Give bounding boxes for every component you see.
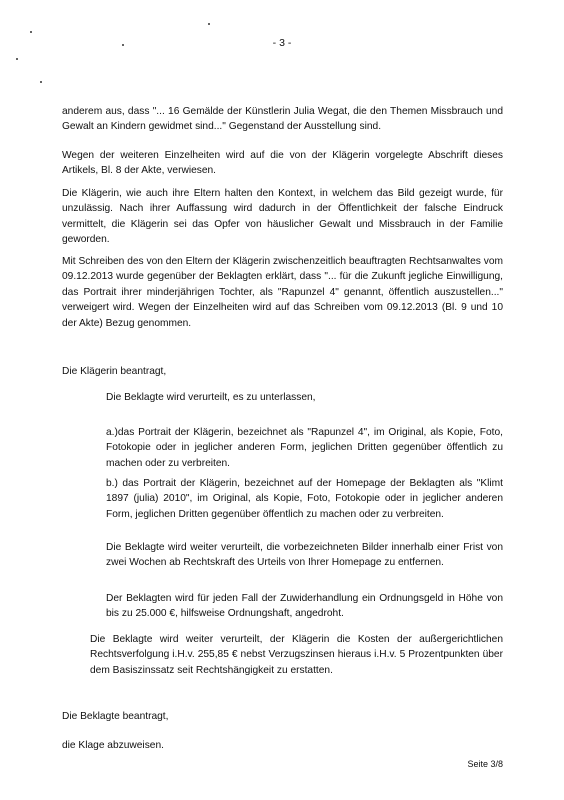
motion-item-a: a.)das Portrait der Klägerin, bezeichnet als "Rapunzel 4", im Original, als Kopie, Foto, Fotokopie oder in jeglicher anderen Form, jeglichen Dritten gegenüber öffentlich zu machen oder zu verbreiten. [106,427,503,469]
plaintiff-motion-heading: Die Klägerin beantragt, [62,366,167,377]
motion-penalty: Der Beklagten wird für jeden Fall der Zuwiderhandlung ein Ordnungsgeld in Höhe von bis zu 25.000 €, hilfsweise Ordnungshaft, angedroht. [106,593,503,620]
paragraph-reference: Wegen der weiteren Einzelheiten wird auf die von der Klägerin vorgelegte Abschrift dieses Artikels, Bl. 8 der Akte, verwiesen. [62,150,503,177]
scan-speck [30,31,32,33]
paragraph-continuation: anderem aus, dass "... 16 Gemälde der Künstlerin Julia Wegat, die den Themen Missbrauch und Gewalt an Kindern gewidmet sind..." Gegenstand der Ausstellung sind. [62,106,503,133]
motion-costs: Die Beklagte wird weiter verurteilt, der Klägerin die Kosten der außergerichtlichen Rechtsverfolgung i.H.v. 255,85 € nebst Verzugszinsen hieraus i.H.v. 5 Prozentpunkten über dem Basiszinssatz seit Rechtshängigkeit zu erstatten. [90,634,503,676]
page-footer: Seite 3/8 [467,759,503,769]
defendant-motion-heading: Die Beklagte beantragt, [62,711,169,722]
motion-removal: Die Beklagte wird weiter verurteilt, die vorbezeichneten Bilder innerhalb einer Frist von zwei Wochen ab Rechtskraft des Urteils von Ihrer Homepage zu entfernen. [106,542,503,569]
motion-intro: Die Beklagte wird verurteilt, es zu unterlassen, [106,392,316,403]
paragraph-context: Die Klägerin, wie auch ihre Eltern halten den Kontext, in welchem das Bild gezeigt wurde, für unzulässig. Nach ihrer Auffassung wird dadurch in der Öffentlichkeit der falsche Eindruck vermittelt, die Klägerin sei das Opfer von häuslicher Gewalt und Missbrauch in der Familie geworden. [62,188,503,246]
scan-speck [40,81,42,83]
paragraph-letter: Mit Schreiben des von den Eltern der Klägerin zwischenzeitlich beauftragten Rechtsanwaltes vom 09.12.2013 wurde gegenüber der Beklagten erklärt, dass "... für die Zukunft jegliche Einwilligung, das Portrait ihrer minderjährigen Tochter, als "Rapunzel 4" genannt, öffentlich auszustellen..." verweigert wird. Wegen der Einzelheiten wird auf das Schreiben vom 09.12.2013 (Bl. 9 und 10 der Akte) Bezug genommen. [62,256,503,329]
motion-item-b: b.) das Portrait der Klägerin, bezeichnet auf der Homepage der Beklagten als "Klimt 1897 (julia) 2010", im Original, als Kopie, Foto, Fotokopie oder in jeglicher anderen Form, jeglichen Dritten gegenüber öffentlich zu machen oder zu verbreiten. [106,478,503,520]
scan-speck [208,23,210,25]
defendant-motion: die Klage abzuweisen. [62,740,164,751]
page-number: - 3 - [272,37,292,49]
scan-speck [16,58,18,60]
